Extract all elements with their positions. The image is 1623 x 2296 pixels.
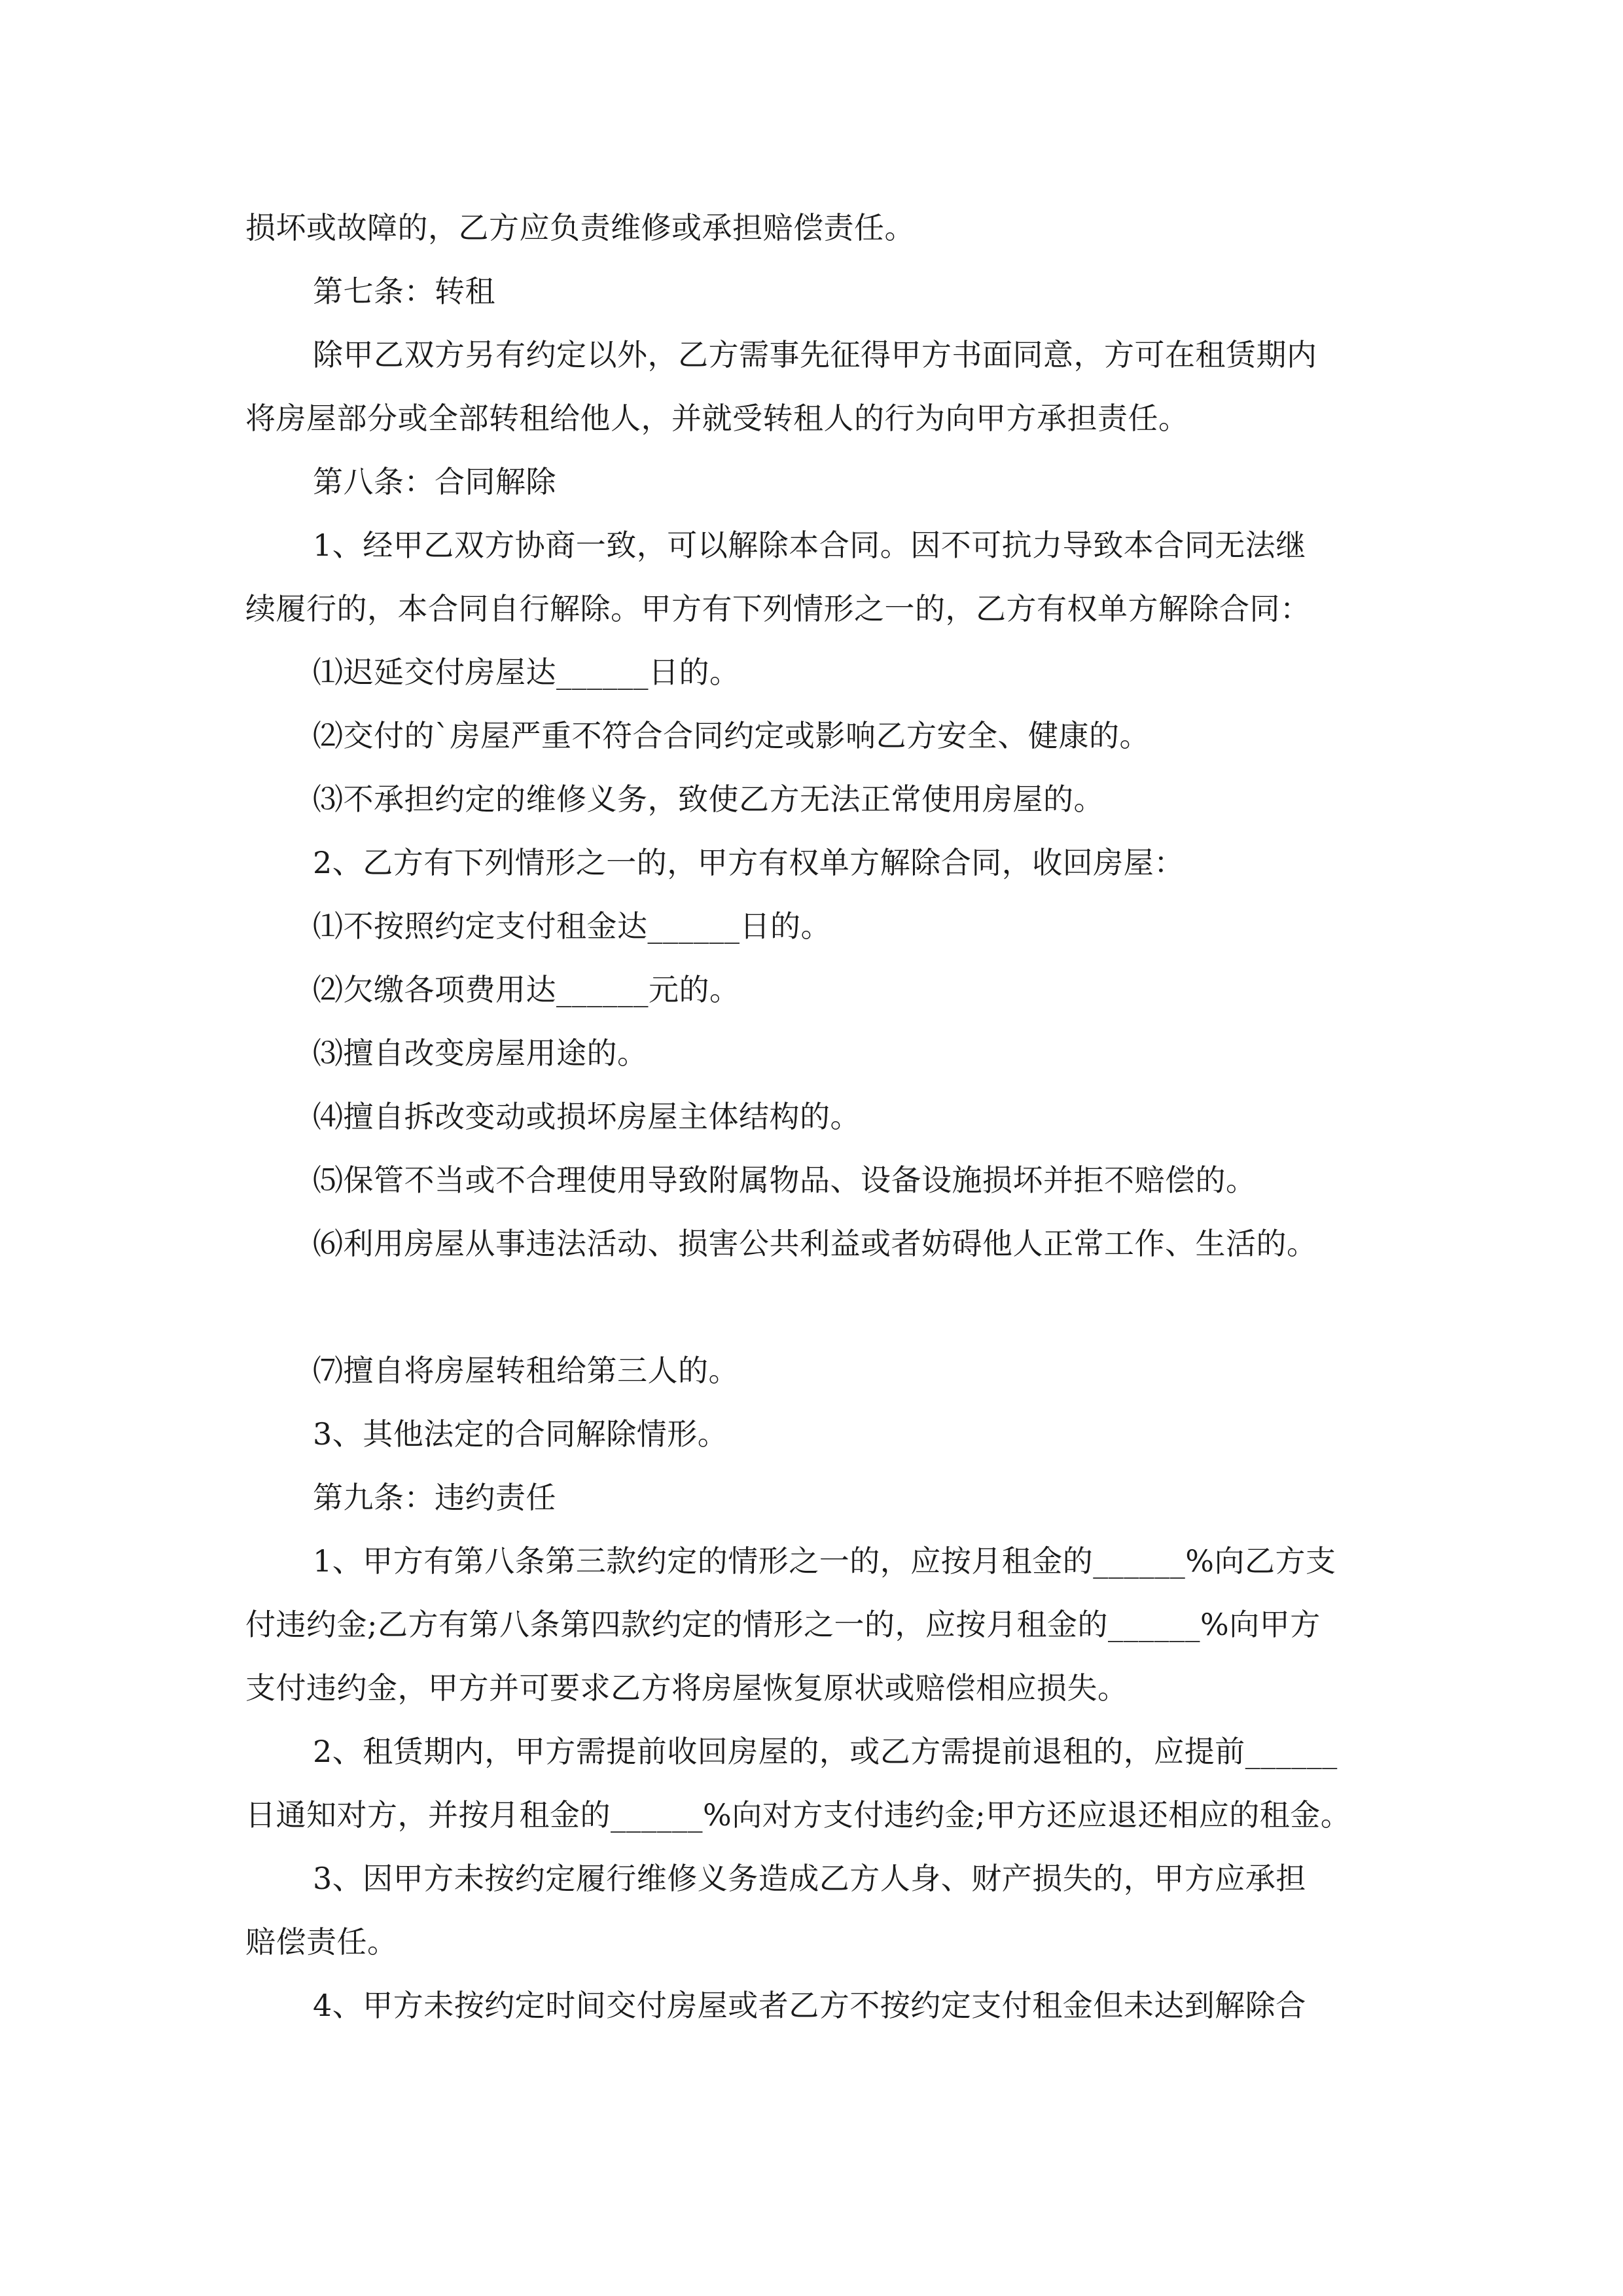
text-line: 第八条：合同解除 [313, 464, 556, 499]
text-line: ⑶不承担约定的维修义务，致使乙方无法正常使用房屋的。 [313, 781, 1104, 817]
text-line: ⑷擅自拆改变动或损坏房屋主体结构的。 [313, 1099, 861, 1134]
text-line: 1、甲方有第八条第三款约定的情形之一的，应按月租金的______%向乙方支 [313, 1543, 1336, 1579]
text-line: ⑵欠缴各项费用达______元的。 [313, 972, 740, 1007]
text-line: 4、甲方未按约定时间交付房屋或者乙方不按约定支付租金但未达到解除合 [313, 1988, 1306, 2023]
text-line: 日通知对方，并按月租金的______%向对方支付违约金;甲方还应退还相应的租金。 [245, 1797, 1351, 1833]
text-line: ⑸保管不当或不合理使用导致附属物品、设备设施损坏并拒不赔偿的。 [313, 1162, 1257, 1198]
text-line: 1、经甲乙双方协商一致，可以解除本合同。因不可抗力导致本合同无法继 [313, 528, 1306, 563]
text-line: 第七条：转租 [313, 274, 495, 309]
text-line: ⑴不按照约定支付租金达______日的。 [313, 908, 831, 944]
document-body [245, 196, 1378, 2037]
text-line: 第九条：违约责任 [313, 1480, 556, 1515]
text-line: 损坏或故障的，乙方应负责维修或承担赔偿责任。 [245, 210, 915, 245]
text-line: 赔偿责任。 [245, 1924, 398, 1960]
text-line: ⑵交付的`房屋严重不符合合同约定或影响乙方安全、健康的。 [313, 718, 1150, 753]
text-line: 续履行的，本合同自行解除。甲方有下列情形之一的，乙方有权单方解除合同： [245, 591, 1311, 626]
text-line: ⑴迟延交付房屋达______日的。 [313, 655, 740, 690]
text-line: 支付违约金，甲方并可要求乙方将房屋恢复原状或赔偿相应损失。 [245, 1670, 1128, 1706]
text-line: 将房屋部分或全部转租给他人，并就受转租人的行为向甲方承担责任。 [245, 401, 1189, 436]
text-line: ⑹利用房屋从事违法活动、损害公共利益或者妨碍他人正常工作、生活的。 [313, 1226, 1317, 1261]
text-line: 除甲乙双方另有约定以外，乙方需事先征得甲方书面同意，方可在租赁期内 [313, 337, 1317, 372]
text-line: 2、租赁期内，甲方需提前收回房屋的，或乙方需提前退租的，应提前______ [313, 1734, 1338, 1769]
text-line: 3、因甲方未按约定履行维修义务造成乙方人身、财产损失的，甲方应承担 [313, 1861, 1306, 1896]
text-line: 2、乙方有下列情形之一的，甲方有权单方解除合同，收回房屋： [313, 845, 1185, 880]
text-line: 3、其他法定的合同解除情形。 [313, 1416, 728, 1452]
text-line: ⑶擅自改变房屋用途的。 [313, 1035, 648, 1071]
paragraph-gap [245, 1276, 1378, 1339]
text-line: ⑺擅自将房屋转租给第三人的。 [313, 1353, 739, 1388]
text-line: 付违约金;乙方有第八条第四款约定的情形之一的，应按月租金的______%向甲方 [245, 1607, 1321, 1642]
